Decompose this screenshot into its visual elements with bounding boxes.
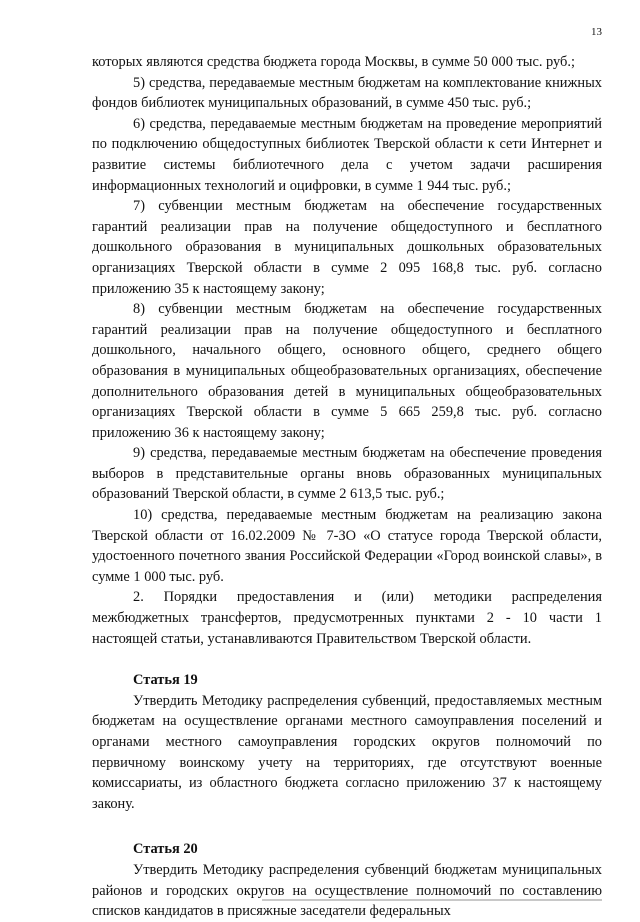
paragraph-item-10: 10) средства, передаваемые местным бюджетам на реализацию закона Тверской области от 16.02.2009 № 7-ЗО «О статусе города Тверской области, удостоенного почетного звания Российской Федерации «Город воинской славы», в сумме 1 000 тыс. руб. [92,507,602,585]
paragraph-item-8: 8) субвенции местным бюджетам на обеспечение государственных гарантий реализации прав на получение общедоступного и бесплатного дошкольного, начального общего, основного общего, среднего общего образования в муниципальных общеобразовательных организациях, обеспечение дополнительного образования детей в муниципальных общеобразовательных организациях Тверской области в сумме 5 665 259,8 тыс. руб. согласно приложению 36 к настоящему закону; [92,301,602,441]
article-19-title: Статья 19 [133,672,198,689]
paragraph-item-9: 9) средства, передаваемые местным бюджетам на обеспечение проведения выборов в представительные органы вновь образованных муниципальных образований Тверской области, в сумме 2 613,5 тыс. руб.; [92,445,602,503]
article-20-title: Статья 20 [133,841,198,858]
paragraph-item-5: 5) средства, передаваемые местным бюджетам на комплектование книжных фондов библиотек муниципальных образований, в сумме 450 тыс. руб.; [92,74,602,112]
document-body [92,52,602,922]
paragraph-continuation: которых являются средства бюджета города Москвы, в сумме 50 000 тыс. руб.; [92,54,575,70]
scan-artifact-line [262,899,602,901]
paragraph-part-2: 2. Порядки предоставления и (или) методики распределения межбюджетных трансфертов, предусмотренных пунктами 2 - 10 части 1 настоящей статьи, устанавливаются Правительством Тверской области. [92,589,602,647]
page-number: 13 [591,26,602,38]
article-19-text: Утвердить Методику распределения субвенций, предоставляемых местным бюджетам на осуществление органами местного самоуправления поселений и органами местного самоуправления городских округов полномочий по первичному воинскому учету на территориях, где отсутствуют военные комиссариаты, из областного бюджета согласно приложению 37 к настоящему закону. [92,692,602,812]
paragraph-item-7: 7) субвенции местным бюджетам на обеспечение государственных гарантий реализации прав на получение общедоступного и бесплатного дошкольного образования в муниципальных дошкольных образовательных организациях Тверской области в сумме 2 095 168,8 тыс. руб. согласно приложению 35 к настоящему закону; [92,198,602,297]
article-20-text: Утвердить Методику распределения субвенций бюджетам муниципальных районов и городских округов на осуществление полномочий по составлению списков кандидатов в присяжные заседатели федеральных [92,861,602,920]
paragraph-item-6: 6) средства, передаваемые местным бюджетам на проведение мероприятий по подключению общедоступных библиотек Тверской области к сети Интернет и развитие системы библиотечного дела с учетом задачи расширения информационных технологий и оцифровки, в сумме 1 944 тыс. руб.; [92,115,602,194]
